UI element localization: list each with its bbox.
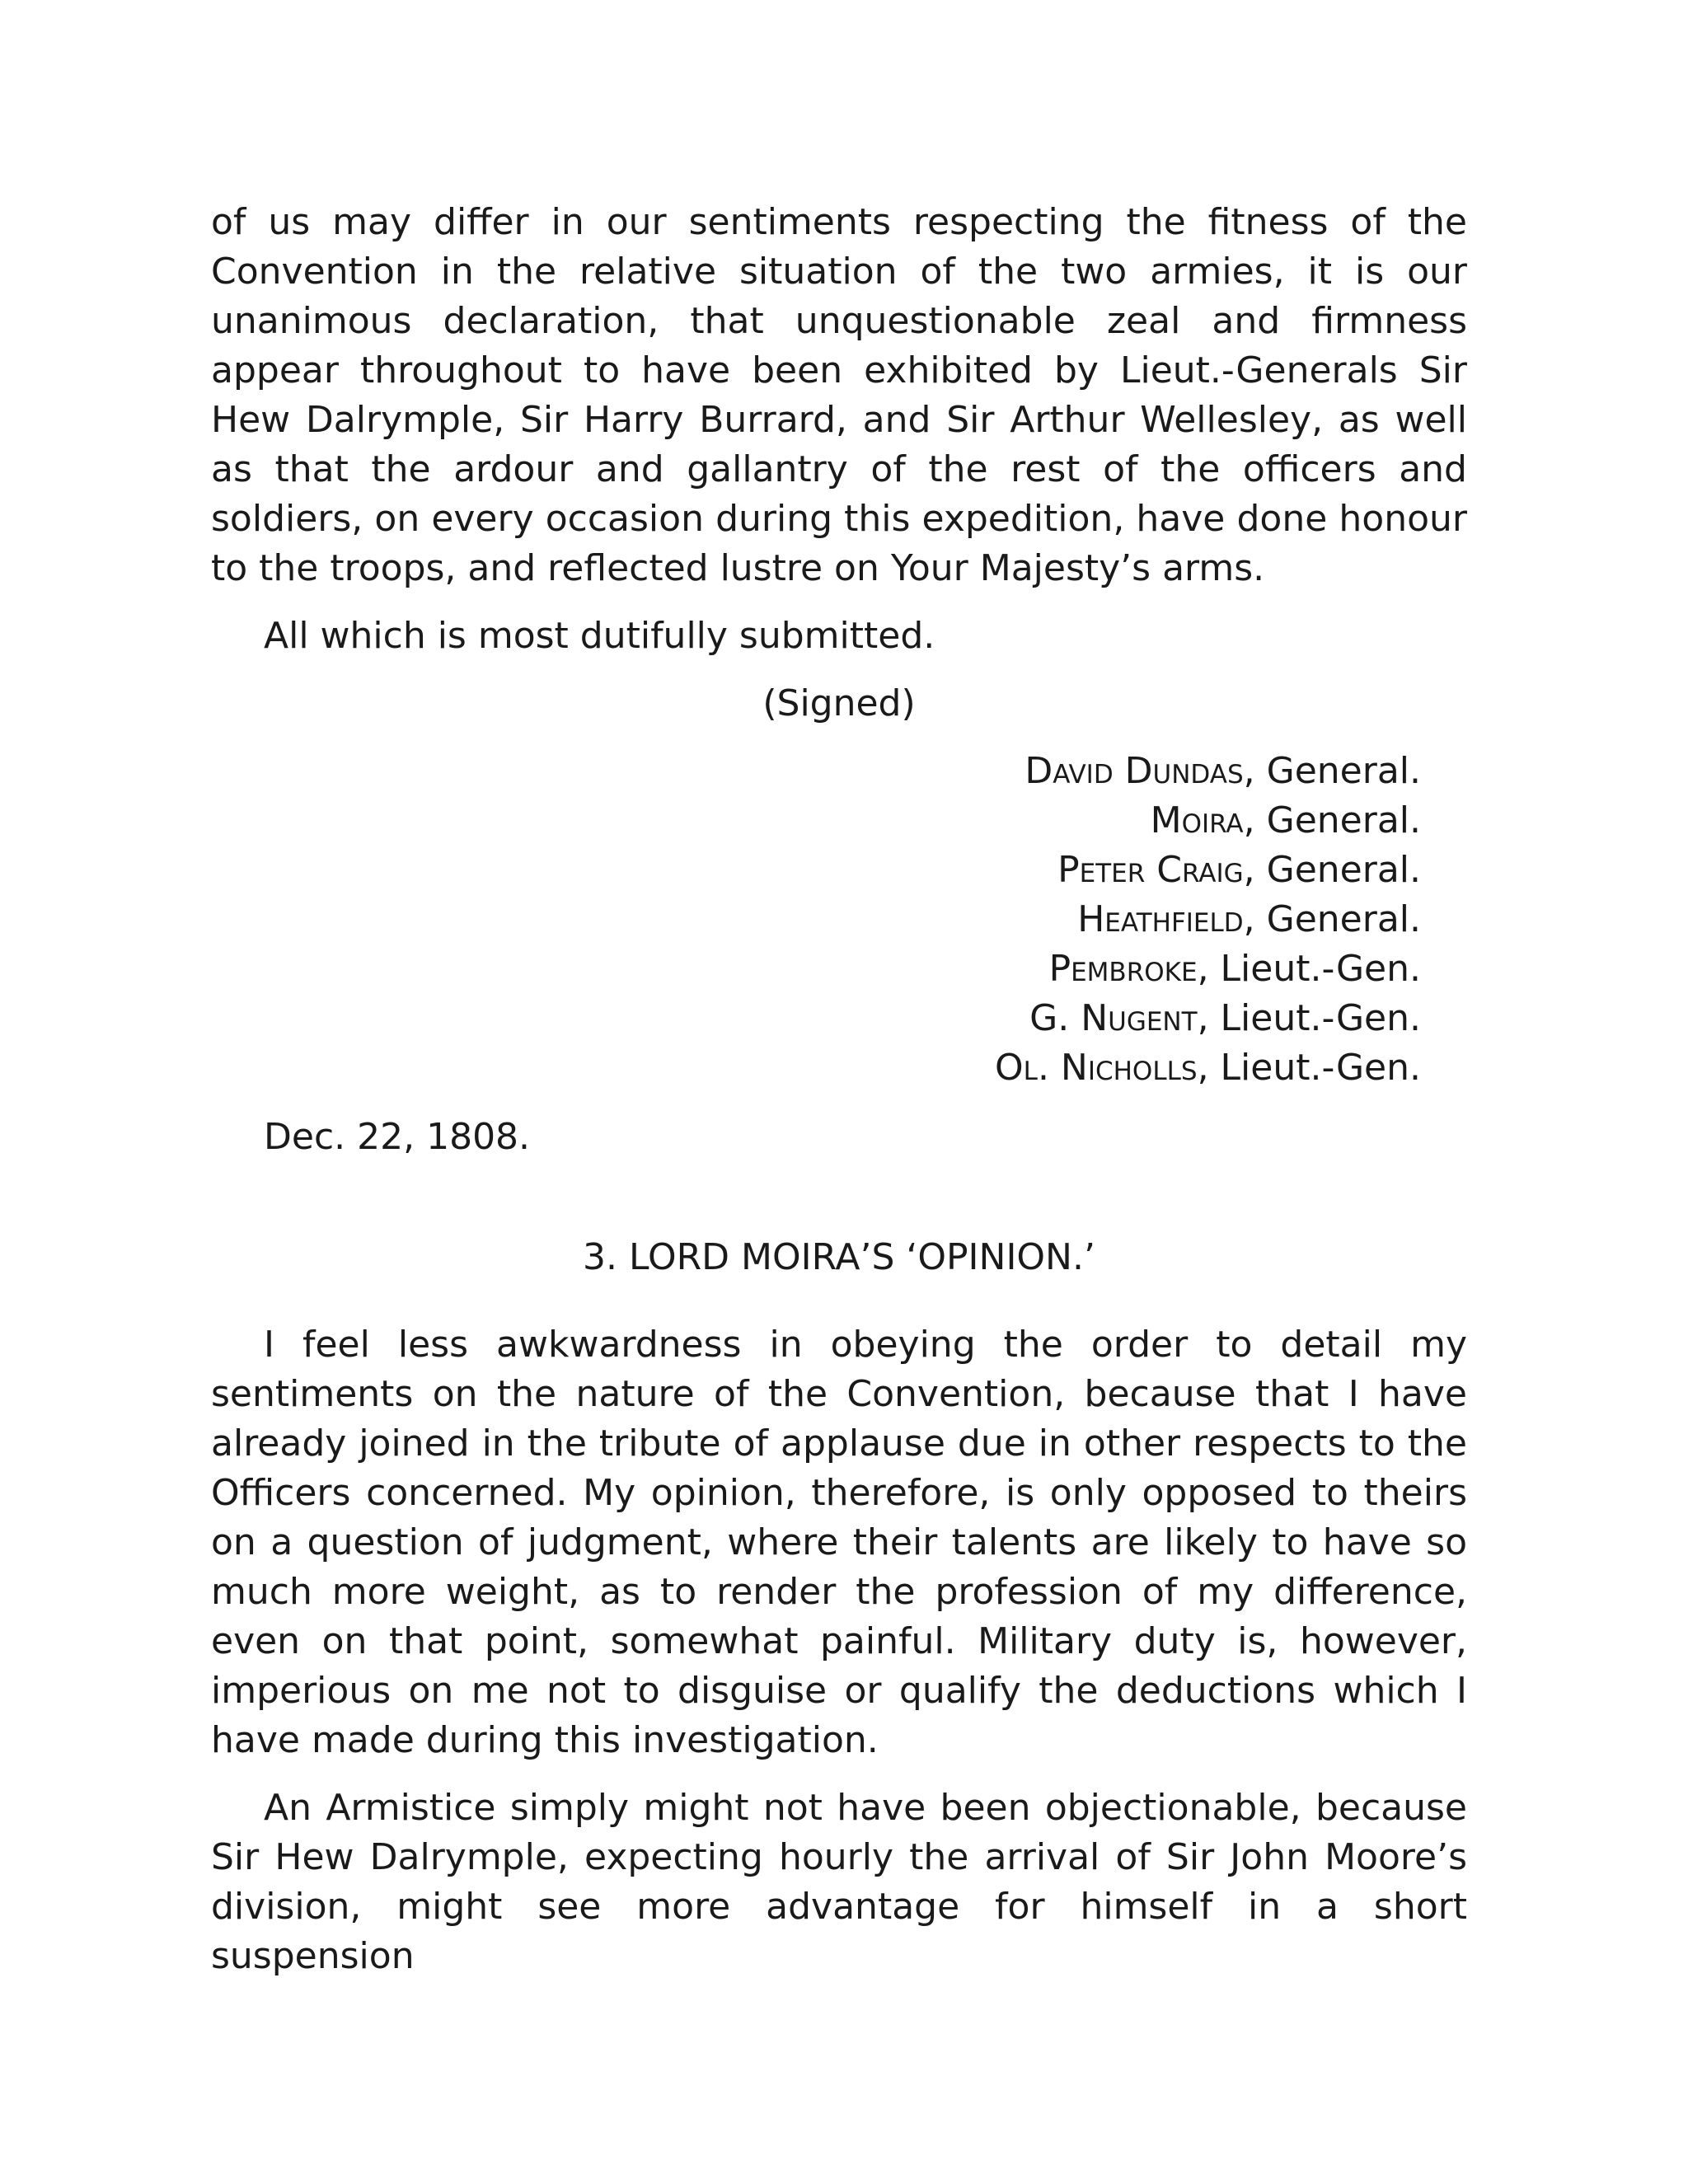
report-paragraph-2: All which is most dutifully submitted.: [264, 615, 935, 657]
signature-line: [211, 895, 1421, 944]
section-heading: 3. LORD MOIRA’S ‘OPINION.’: [583, 1236, 1095, 1278]
signatory-name: Pembroke: [1048, 948, 1198, 990]
signatory-rank: , Lieut.-Gen.: [1197, 1047, 1421, 1089]
signature-block: [211, 747, 1421, 1093]
signatory-name: Moira: [1150, 799, 1244, 841]
signatory-rank: , General.: [1243, 898, 1421, 940]
signatory-name: Ol. Nicholls: [995, 1047, 1198, 1089]
signature-line: [211, 747, 1421, 796]
signature-line: [211, 846, 1421, 895]
signature-line: [211, 1043, 1421, 1093]
report-date: Dec. 22, 1808.: [264, 1116, 531, 1158]
signatory-rank: , Lieut.-Gen.: [1197, 997, 1421, 1039]
signatory-name: Peter Craig: [1057, 849, 1244, 891]
signatory-name: David Dundas: [1025, 750, 1244, 792]
signature-line: [211, 994, 1421, 1043]
signed-label: (Signed): [762, 682, 916, 724]
report-paragraph-1: of us may differ in our sentiments respecting the fitness of the Convention in the relative situation of the two armies, it is our unanimous declaration, that unquestionable zeal and firmness appear throughout to have been exhibited by Lieut.-Generals Sir Hew Dalrymple, Sir Harry Burrard, and Sir Arthur Wellesley, as well as that the ardour and gallantry of the rest of the officers and soldiers, on every occasion during this expedition, have done honour to the troops, and reflected lustre on Your Majesty’s arms.: [211, 201, 1467, 589]
opinion-paragraph-1: I feel less awkwardness in obeying the order to detail my sentiments on the nature of the Convention, because that I have already joined in the tribute of applause due in other respects to the Officers concerned. My opinion, therefore, is only opposed to theirs on a question of judgment, where their talents are likely to have so much more weight, as to render the profession of my difference, even on that point, somewhat painful. Military duty is, however, imperious on me not to disguise or qualify the deductions which I have made during this investigation.: [211, 1324, 1467, 1761]
signatory-rank: , General.: [1243, 750, 1421, 792]
opinion-paragraph-2: An Armistice simply might not have been objectionable, because Sir Hew Dalrymple, expecting hourly the arrival of Sir John Moore’s division, might see more advantage for himself in a short suspension: [211, 1787, 1467, 1977]
signatory-name: Heathfield: [1077, 898, 1244, 940]
document-page: [211, 198, 1467, 1999]
signatory-name: G. Nugent: [1029, 997, 1198, 1039]
signatory-rank: , Lieut.-Gen.: [1197, 948, 1421, 990]
signatory-rank: , General.: [1243, 799, 1421, 841]
signature-line: [211, 796, 1421, 846]
signatory-rank: , General.: [1243, 849, 1421, 891]
signature-line: [211, 944, 1421, 994]
